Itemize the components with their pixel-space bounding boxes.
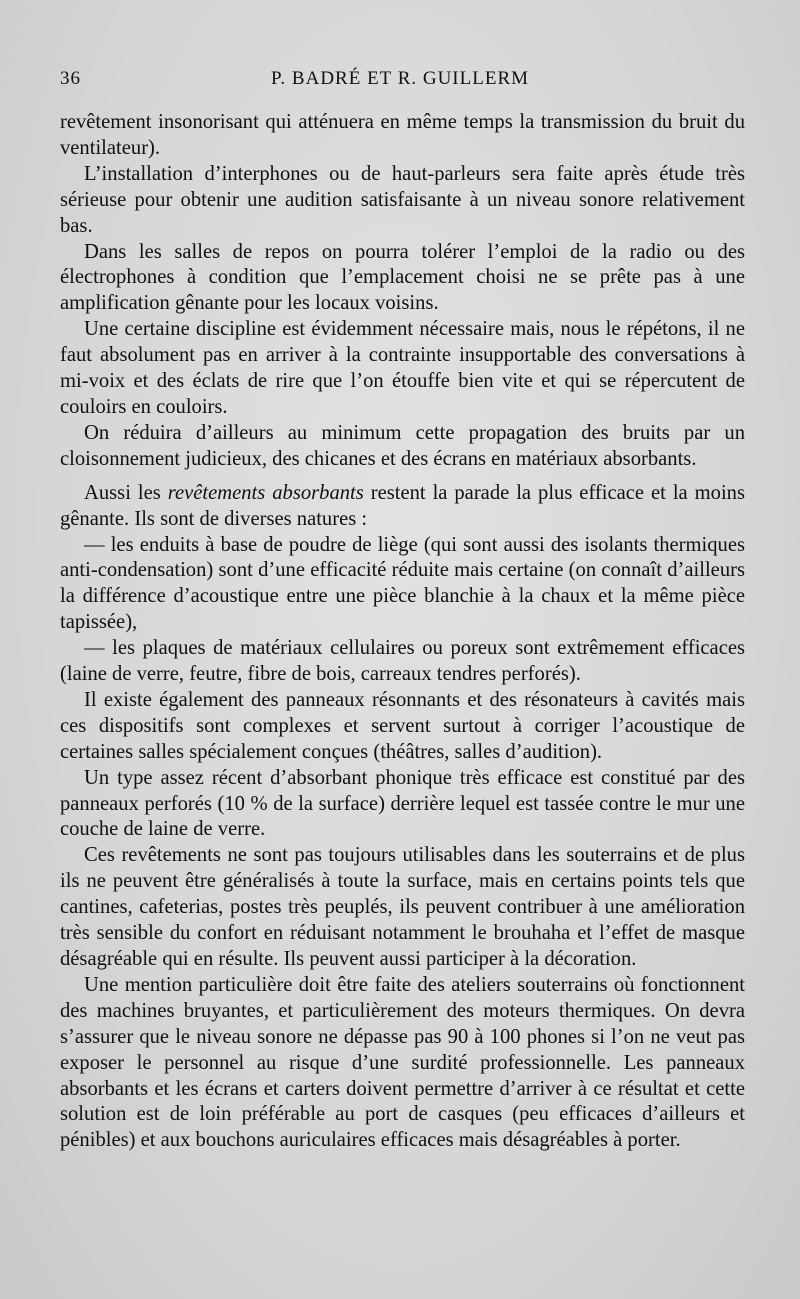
paragraph-continuation: revêtement insonorisant qui atténuera en même temps la transmission du bruit du ventilateur). [60, 111, 745, 159]
text-after-emphasis: restent la parade la plus efficace et la moins gênante. Ils sont de diverses natures : [60, 481, 745, 530]
text-before-emphasis: Aussi les [84, 481, 168, 504]
paragraph-interphones: L’installation d’interphones ou de haut-parleurs sera faite après étude très sérieuse pour obtenir une audition satisfaisante à un niveau sonore relativement bas. [60, 162, 745, 237]
list-item-cork-coatings: — les enduits à base de poudre de liège (qui sont aussi des isolants thermiques anti-condensation) sont d’une efficacité réduite mais certaine (on connaît d’ailleurs la différence d’acoustique entre une pièce blanchie à la chaux et la même pièce tapissée), [60, 533, 745, 634]
paragraph-rest-rooms: Dans les salles de repos on pourra tolérer l’emploi de la radio ou des électrophones à condition que l’emplacement choisi ne se prête pas à une amplification gênante pour les locaux voisins. [60, 240, 745, 315]
page-number: 36 [60, 68, 81, 89]
paragraph-absorbent-coverings [60, 481, 745, 533]
paragraph-discipline: Une certaine discipline est évidemment nécessaire mais, nous le répétons, il ne faut absolument pas en arriver à la contrainte insupportable des conversations à mi-voix et des éclats de rire que l’on étouffe bien vite et qui se répercutent de couloirs en couloirs. [60, 318, 745, 418]
page-header [60, 64, 740, 96]
running-head: P. BADRÉ ET R. GUILLERM [270, 68, 530, 89]
emphasis-absorbent-coverings: revêtements absorbants [167, 481, 364, 504]
paragraph-workshops: Une mention particulière doit être faite des ateliers souterrains où fonctionnent des machines bruyantes, et particulièrement des moteurs thermiques. On devra s’assurer que le niveau sonore ne dépasse pas 90 à 100 phones si l’on ne veut pas exposer le personnel au risque d’une surdité professionnelle. Les panneaux absorbants et les écrans et carters doivent permettre d’arriver à ce résultat et cette solution est de loin préférable au port de casques (peu efficaces d’ailleurs et pénibles) et aux bouchons auriculaires efficaces mais désagréables à porter. [60, 973, 745, 1152]
paragraph-perforated-panels: Un type assez récent d’absorbant phonique très efficace est constitué par des panneaux perforés (10 % de la surface) derrière lequel est tassée contre le mur une couche de laine de verre. [60, 766, 745, 841]
list-item-cellular-panels: — les plaques de matériaux cellulaires ou poreux sont extrêmement efficaces (laine de verre, feutre, fibre de bois, carreaux tendres perforés). [60, 637, 745, 686]
paragraph-partitioning: On réduira d’ailleurs au minimum cette propagation des bruits par un cloisonnement judicieux, des chicanes et des écrans en matériaux absorbants. [60, 421, 745, 470]
paragraph-coverings-usage: Ces revêtements ne sont pas toujours utilisables dans les souterrains et de plus ils ne peuvent être généralisés à toute la surface, mais en certains points tels que cantines, cafeterias, postes très peuplés, ils peuvent contribuer à une amélioration très sensible du confort en réduisant notamment le brouhaha et l’effet de masque désagréable qui en résulte. Ils peuvent aussi participer à la décoration. [60, 844, 745, 970]
body-text [60, 110, 745, 1154]
paragraph-resonators: Il existe également des panneaux résonnants et des résonateurs à cavités mais ces dispositifs sont complexes et servent surtout à corriger l’acoustique de certaines salles spécialement conçues (théâtres, salles d’audition). [60, 688, 745, 763]
